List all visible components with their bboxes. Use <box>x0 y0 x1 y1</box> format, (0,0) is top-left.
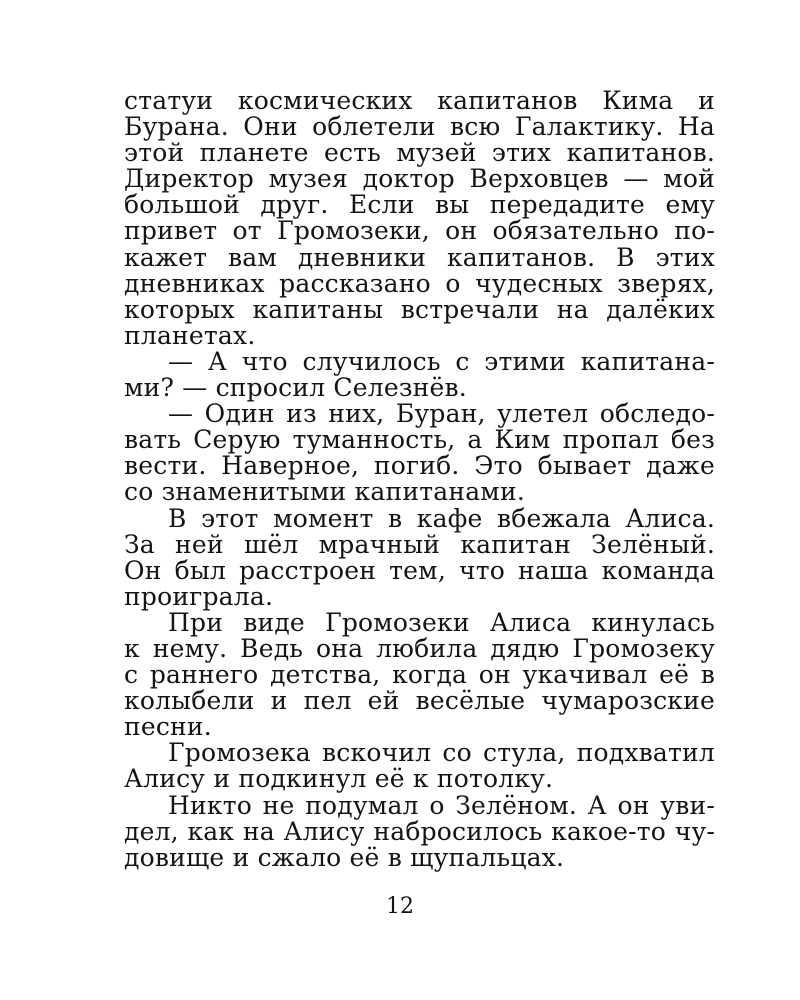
text-line: планетах. <box>124 320 256 350</box>
page-number: 12 <box>386 894 414 919</box>
text-line: проиграла. <box>124 581 274 611</box>
text-line: В этот момент в кафе вбежала Алиса. <box>168 503 715 533</box>
text-line: статуи космических капитанов Кима и <box>124 86 715 115</box>
text-line: со знаменитыми капитанами. <box>124 477 525 507</box>
text-line: Директор музея доктор Верховцев — мой <box>124 164 715 194</box>
text-line: колыбели и пел ей весёлые чумарозские <box>124 686 715 716</box>
text-line: кажет вам дневники капитанов. В этих <box>124 242 715 272</box>
text-line: Никто не подумал о Зелёном. А он уви- <box>168 790 715 820</box>
text-line: Алису и подкинул её к потолку. <box>124 764 554 794</box>
text-line: Громозека вскочил со стула, подхватил <box>168 738 715 768</box>
body-text <box>124 88 715 871</box>
text-line: к нему. Ведь она любила дядю Громозеку <box>124 633 715 663</box>
text-line: дневниках рассказано о чудесных зверях, <box>124 268 715 298</box>
text-line: — Один из них, Буран, улетел обследо- <box>168 399 715 429</box>
text-line: При виде Громозеки Алиса кинулась <box>168 607 715 637</box>
text-line: довище и сжало её в щупальцах. <box>124 842 565 872</box>
text-line: дел, как на Алису набросилось какое-то чу- <box>124 816 715 846</box>
text-line: этой планете есть музей этих капитанов. <box>124 138 715 168</box>
text-line: За ней шёл мрачный капитан Зелёный. <box>124 529 715 559</box>
text-line: вести. Наверное, погиб. Это бывает даже <box>124 451 715 481</box>
text-line: большой друг. Если вы передадите ему <box>124 190 715 220</box>
text-line: которых капитаны встречали на далёких <box>124 294 715 324</box>
text-line: — А что случилось с этими капитана- <box>168 346 715 376</box>
text-line: Он был расстроен тем, что наша команда <box>124 555 715 585</box>
text-line: вать Серую туманность, а Ким пропал без <box>124 425 715 455</box>
text-line: песни. <box>124 712 212 742</box>
text-line: привет от Громозеки, он обязательно по- <box>124 216 715 246</box>
text-line: ми? — спросил Селезнёв. <box>124 373 467 403</box>
text-line: с раннего детства, когда он укачивал её в <box>124 660 715 690</box>
text-line: Бурана. Они облетели всю Галактику. На <box>124 112 715 142</box>
